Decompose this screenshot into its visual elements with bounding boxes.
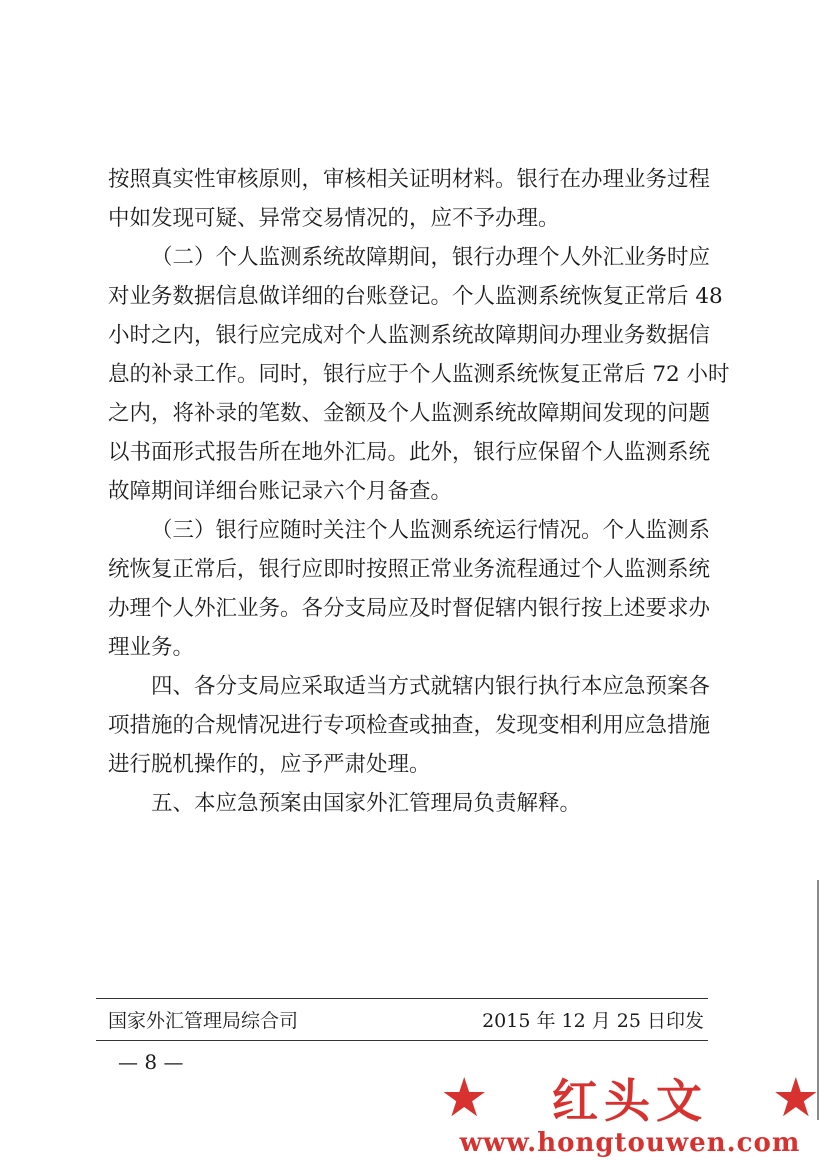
body-line: 理业务。 [108, 635, 195, 660]
document-body [108, 160, 730, 823]
body-line: 按照真实性审核原则，审核相关证明材料。银行在办理业务过程 [108, 167, 711, 192]
watermark [440, 1066, 820, 1160]
body-line: 办理个人外汇业务。各分支局应及时督促辖内银行按上述要求办 [108, 596, 711, 621]
star-icon: ★ [440, 1066, 489, 1129]
body-line: 息的补录工作。同时，银行应于个人监测系统恢复正常后 72 小时 [108, 362, 730, 387]
footer-bottom-rule [96, 1040, 708, 1041]
body-line: 小时之内，银行应完成对个人监测系统故障期间办理业务数据信 [108, 323, 711, 348]
paragraph-start-line: 五、本应急预案由国家外汇管理局负责解释。 [151, 791, 582, 816]
footer-date: 2015 年 12 月 25 日印发 [482, 1010, 704, 1032]
watermark-url: www.hongtouwen.com [459, 1128, 801, 1158]
body-line: 故障期间详细台账记录六个月备查。 [108, 479, 453, 504]
body-line: 项措施的合规情况进行专项检查或抽查，发现变相利用应急措施 [108, 713, 711, 738]
paragraph-start-line: （二）个人监测系统故障期间，银行办理个人外汇业务时应 [151, 245, 711, 270]
body-line: 对业务数据信息做详细的台账登记。个人监测系统恢复正常后 48 [108, 284, 723, 309]
footer-row [108, 1008, 704, 1034]
body-line: 进行脱机操作的，应予严肃处理。 [108, 752, 431, 777]
page-number: — 8 — [118, 1050, 184, 1074]
body-line: 统恢复正常后，银行应即时按照正常业务流程通过个人监测系统 [108, 557, 711, 582]
watermark-title: 红头文 [552, 1074, 708, 1128]
body-line: 以书面形式报告所在地外汇局。此外，银行应保留个人监测系统 [108, 440, 711, 465]
footer-top-rule [96, 998, 708, 999]
body-line: 之内，将补录的笔数、金额及个人监测系统故障期间发现的问题 [108, 401, 711, 426]
star-icon: ★ [771, 1066, 820, 1129]
footer-issuer: 国家外汇管理局综合司 [108, 1010, 299, 1032]
watermark-banner [440, 1066, 820, 1129]
body-line: 中如发现可疑、异常交易情况的，应不予办理。 [108, 206, 560, 231]
paragraph-start-line: （三）银行应随时关注个人监测系统运行情况。个人监测系 [151, 518, 711, 543]
paragraph-start-line: 四、各分支局应采取适当方式就辖内银行执行本应急预案各 [151, 674, 711, 699]
